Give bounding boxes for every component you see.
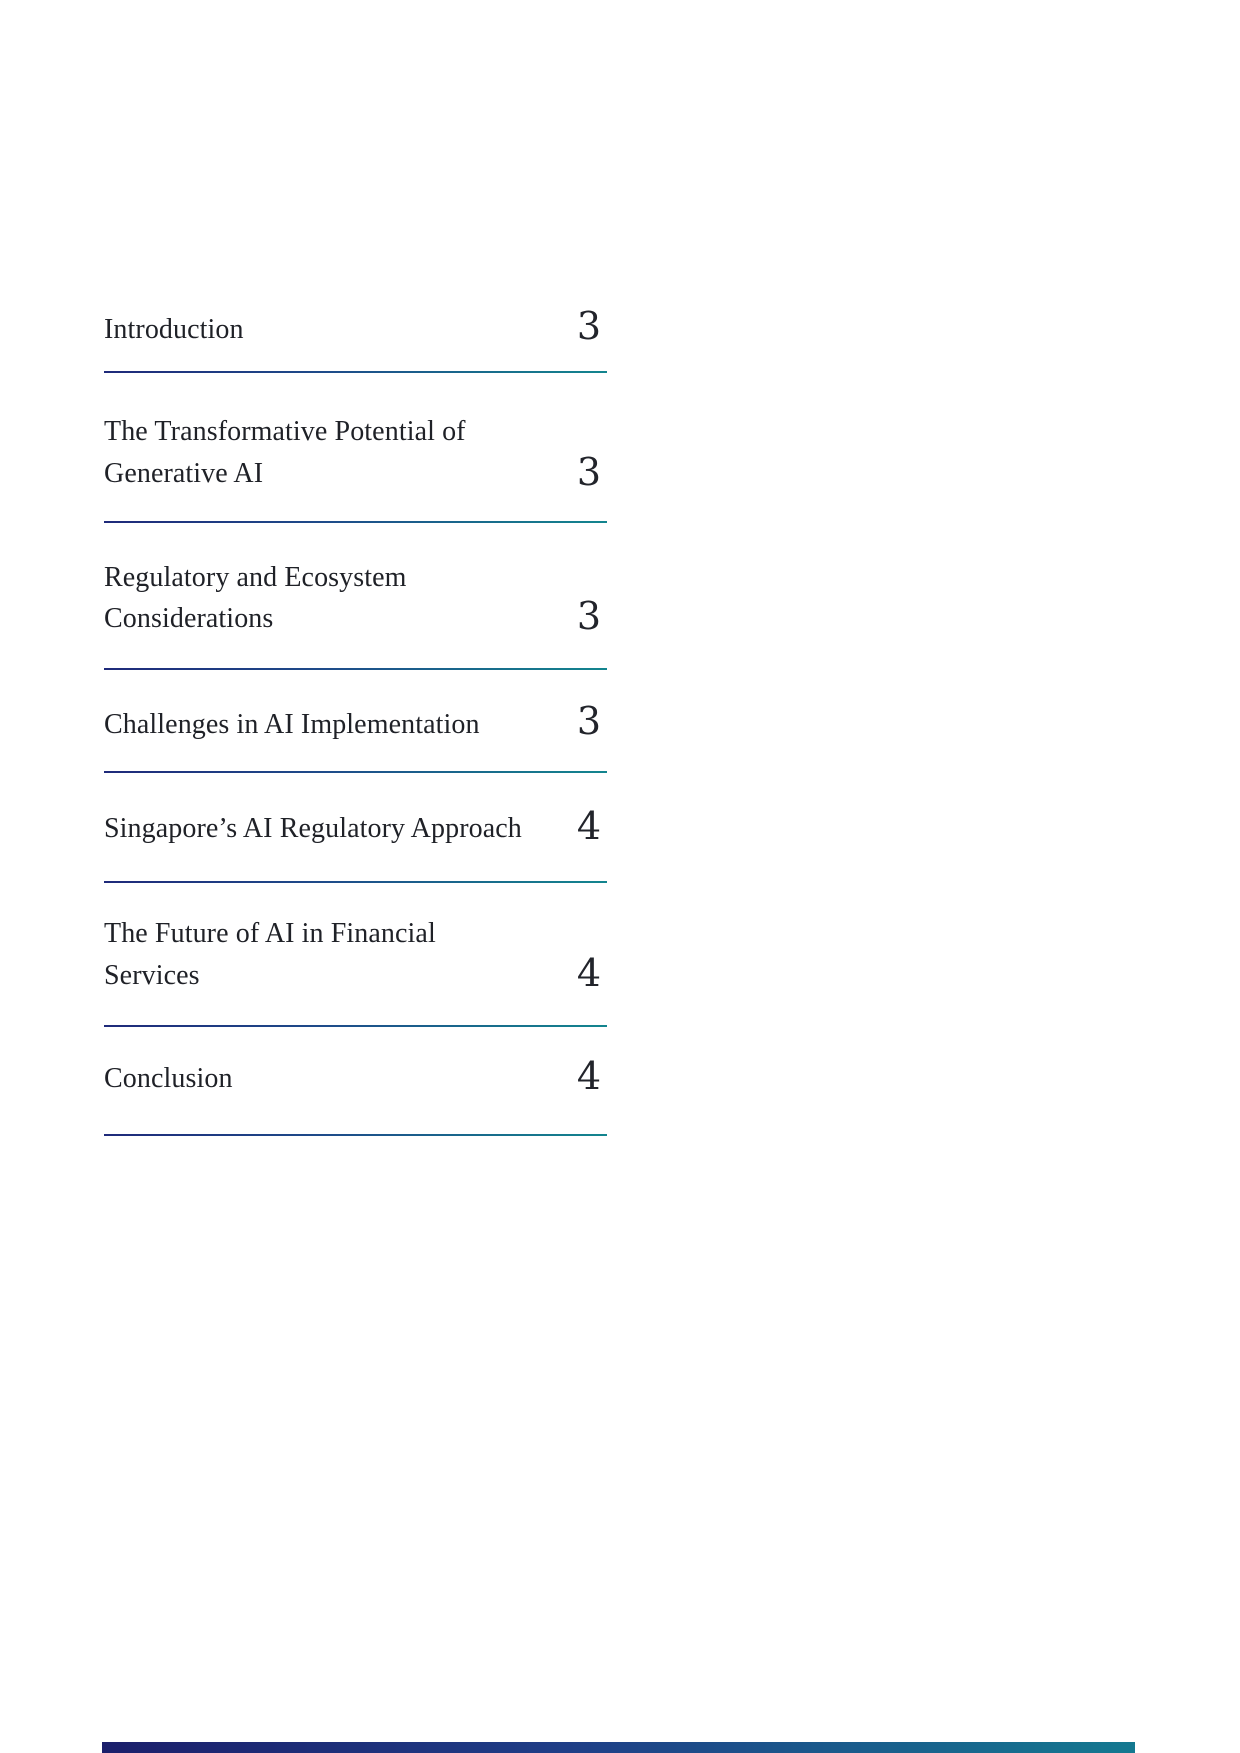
toc-entry-title: Conclusion [104, 1063, 233, 1094]
toc-entry-divider [104, 881, 607, 883]
footer-accent-bar [102, 1742, 1135, 1753]
toc-entry-title-line-1: The Transformative Potential of [104, 416, 466, 447]
table-of-contents [104, 0, 607, 1140]
toc-entry-title-line-2: Generative AI [104, 458, 264, 489]
toc-entry-introduction[interactable] [104, 305, 607, 375]
toc-entry-singapore-approach[interactable] [104, 804, 607, 884]
toc-entry-page-number: 4 [576, 951, 601, 995]
toc-entry-page-number: 3 [576, 450, 601, 494]
toc-entry-page-number: 3 [576, 594, 601, 638]
toc-entry-title-line-2: Services [104, 960, 200, 991]
toc-entry-transformative-potential[interactable] [104, 411, 607, 526]
toc-entry-divider [104, 371, 607, 373]
toc-entry-title-line-1: The Future of AI in Financial [104, 918, 436, 949]
toc-entry-page-number: 4 [576, 804, 601, 848]
toc-entry-future-of-ai[interactable] [104, 913, 607, 1029]
toc-entry-title-line-1: Regulatory and Ecosystem [104, 562, 407, 593]
toc-entry-page-number: 3 [576, 304, 601, 348]
toc-entry-page-number: 3 [576, 699, 601, 743]
toc-entry-page-number: 4 [576, 1054, 601, 1098]
toc-entry-title: Singapore’s AI Regulatory Approach [104, 813, 522, 844]
toc-entry-conclusion[interactable] [104, 1054, 607, 1138]
toc-entry-divider [104, 1134, 607, 1136]
toc-entry-divider [104, 1025, 607, 1027]
toc-entry-title-line-2: Considerations [104, 603, 274, 634]
toc-entry-regulatory-ecosystem[interactable] [104, 557, 607, 672]
toc-entry-divider [104, 521, 607, 523]
toc-entry-title: Challenges in AI Implementation [104, 709, 480, 740]
toc-entry-divider [104, 668, 607, 670]
toc-entry-divider [104, 771, 607, 773]
toc-entry-challenges[interactable] [104, 699, 607, 775]
toc-entry-title: Introduction [104, 314, 244, 345]
